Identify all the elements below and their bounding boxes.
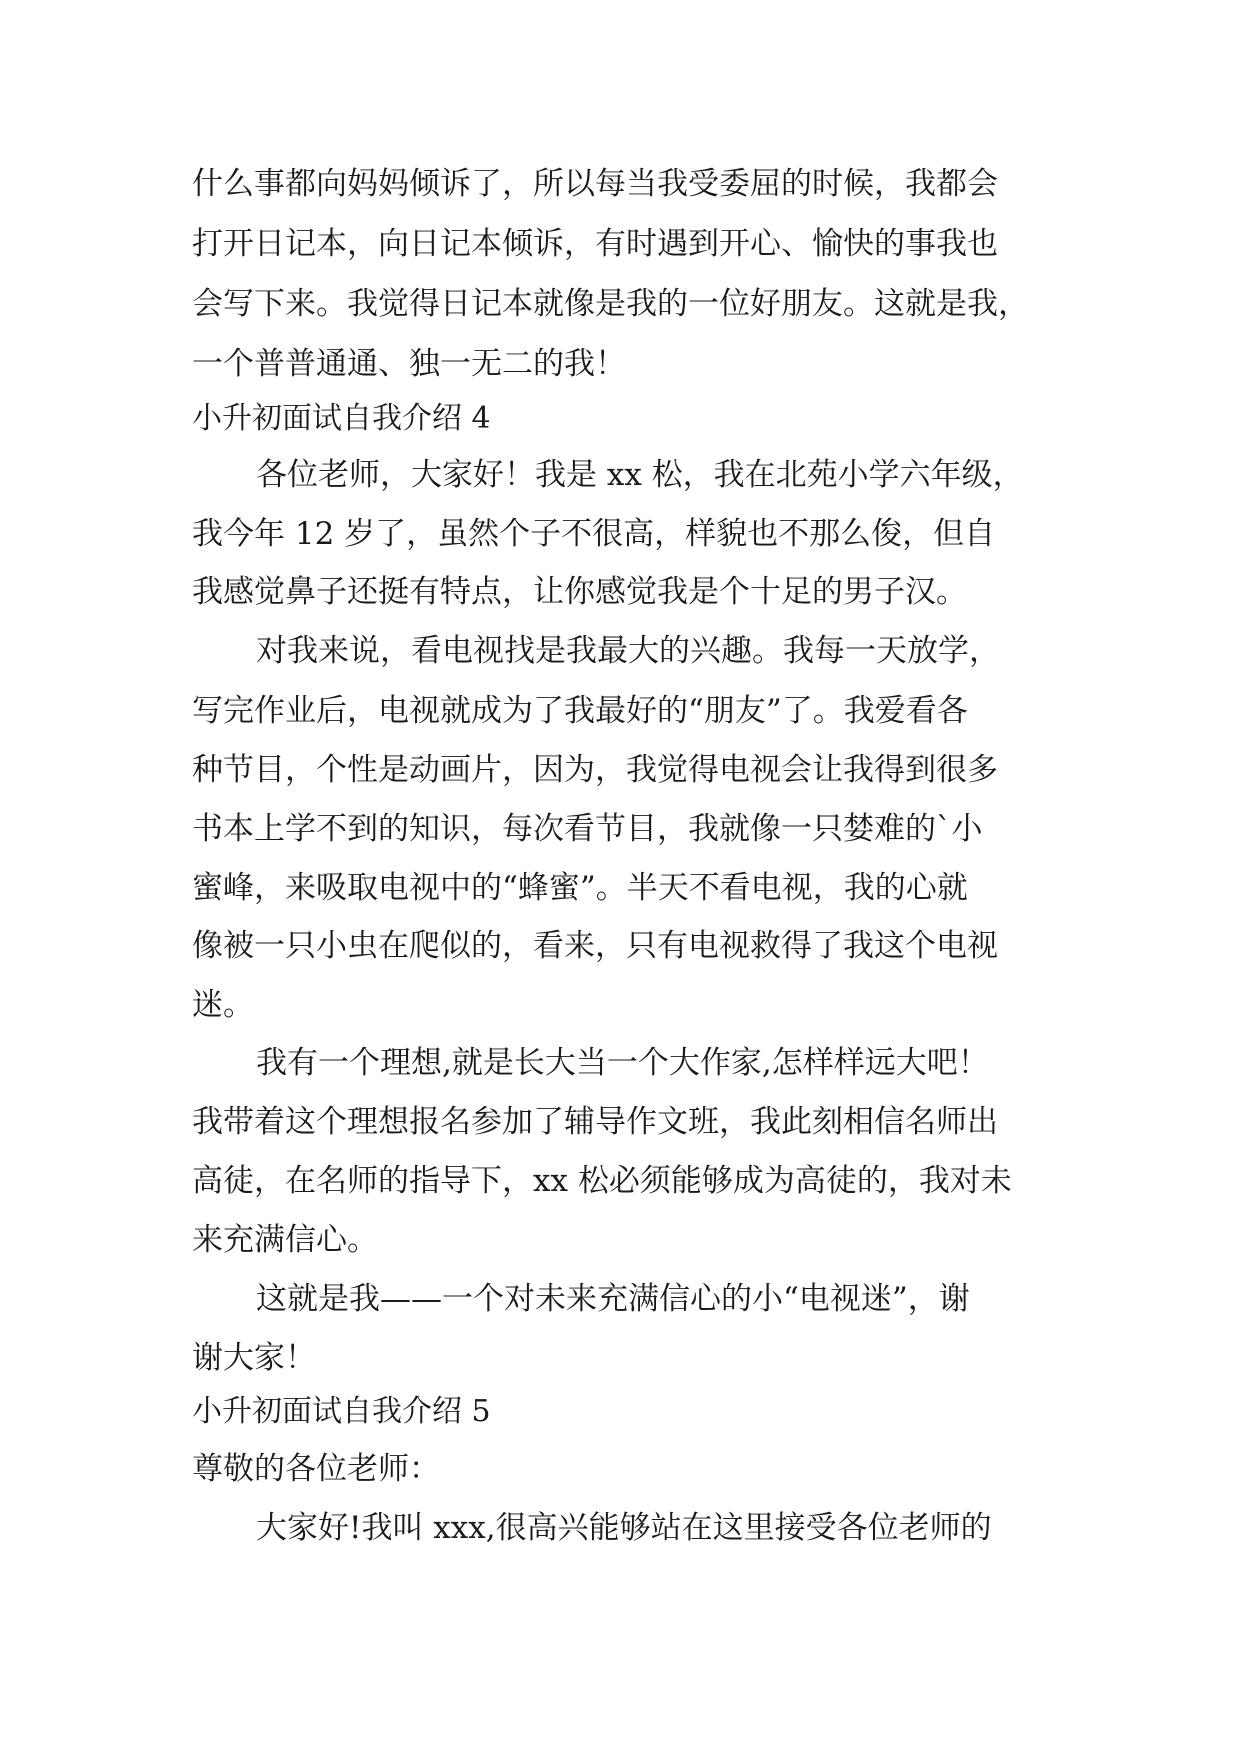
paragraph-line: 一个普普通通、独一无二的我！ bbox=[192, 346, 626, 382]
paragraph-line: 对我来说，看电视找是我最大的兴趣。我每一天放学， bbox=[256, 633, 1000, 669]
paragraph-line: 书本上学不到的知识，每次看节目，我就像一只婪难的`小 bbox=[192, 811, 983, 847]
paragraph-line: 各位老师，大家好！我是 xx 松，我在北苑小学六年级， bbox=[256, 457, 1024, 493]
paragraph-line: 打开日记本，向日记本倾诉，有时遇到开心、愉快的事我也 bbox=[192, 226, 998, 262]
paragraph-line: 像被一只小虫在爬似的，看来，只有电视救得了我这个电视 bbox=[192, 928, 998, 964]
paragraph-line: 我感觉鼻子还挺有特点，让你感觉我是个十足的男子汉。 bbox=[192, 574, 967, 610]
paragraph-line: 尊敬的各位老师： bbox=[192, 1451, 440, 1487]
paragraph-line: 谢大家！ bbox=[192, 1340, 316, 1376]
paragraph-line: 会写下来。我觉得日记本就像是我的一位好朋友。这就是我， bbox=[192, 286, 1029, 322]
paragraph-line: 蜜峰，来吸取电视中的“蜂蜜”。半天不看电视，我的心就 bbox=[192, 870, 968, 906]
paragraph-line: 这就是我——一个对未来充满信心的小“电视迷”，谢 bbox=[256, 1281, 970, 1317]
paragraph-line: 高徒，在名师的指导下，xx 松必须能够成为高徒的，我对未 bbox=[192, 1163, 1012, 1199]
paragraph-line: 我带着这个理想报名参加了辅导作文班，我此刻相信名师出 bbox=[192, 1104, 998, 1140]
paragraph-line: 写完作业后，电视就成为了我最好的“朋友”了。我爱看各 bbox=[192, 693, 968, 729]
paragraph-line: 迷。 bbox=[192, 987, 254, 1023]
paragraph-line: 种节目，个性是动画片，因为，我觉得电视会让我得到很多 bbox=[192, 752, 998, 788]
paragraph-line: 什么事都向妈妈倾诉了，所以每当我受委屈的时候，我都会 bbox=[192, 166, 998, 202]
section-heading: 小升初面试自我介绍 4 bbox=[192, 401, 491, 436]
section-heading: 小升初面试自我介绍 5 bbox=[192, 1394, 491, 1429]
paragraph-line: 我有一个理想,就是长大当一个大作家,怎样样远大吧！ bbox=[256, 1045, 989, 1081]
paragraph-line: 大家好!我叫 xxx,很高兴能够站在这里接受各位老师的 bbox=[256, 1510, 992, 1546]
paragraph-line: 来充满信心。 bbox=[192, 1222, 378, 1258]
paragraph-line: 我今年 12 岁了，虽然个子不很高，样貌也不那么俊，但自 bbox=[192, 516, 996, 552]
